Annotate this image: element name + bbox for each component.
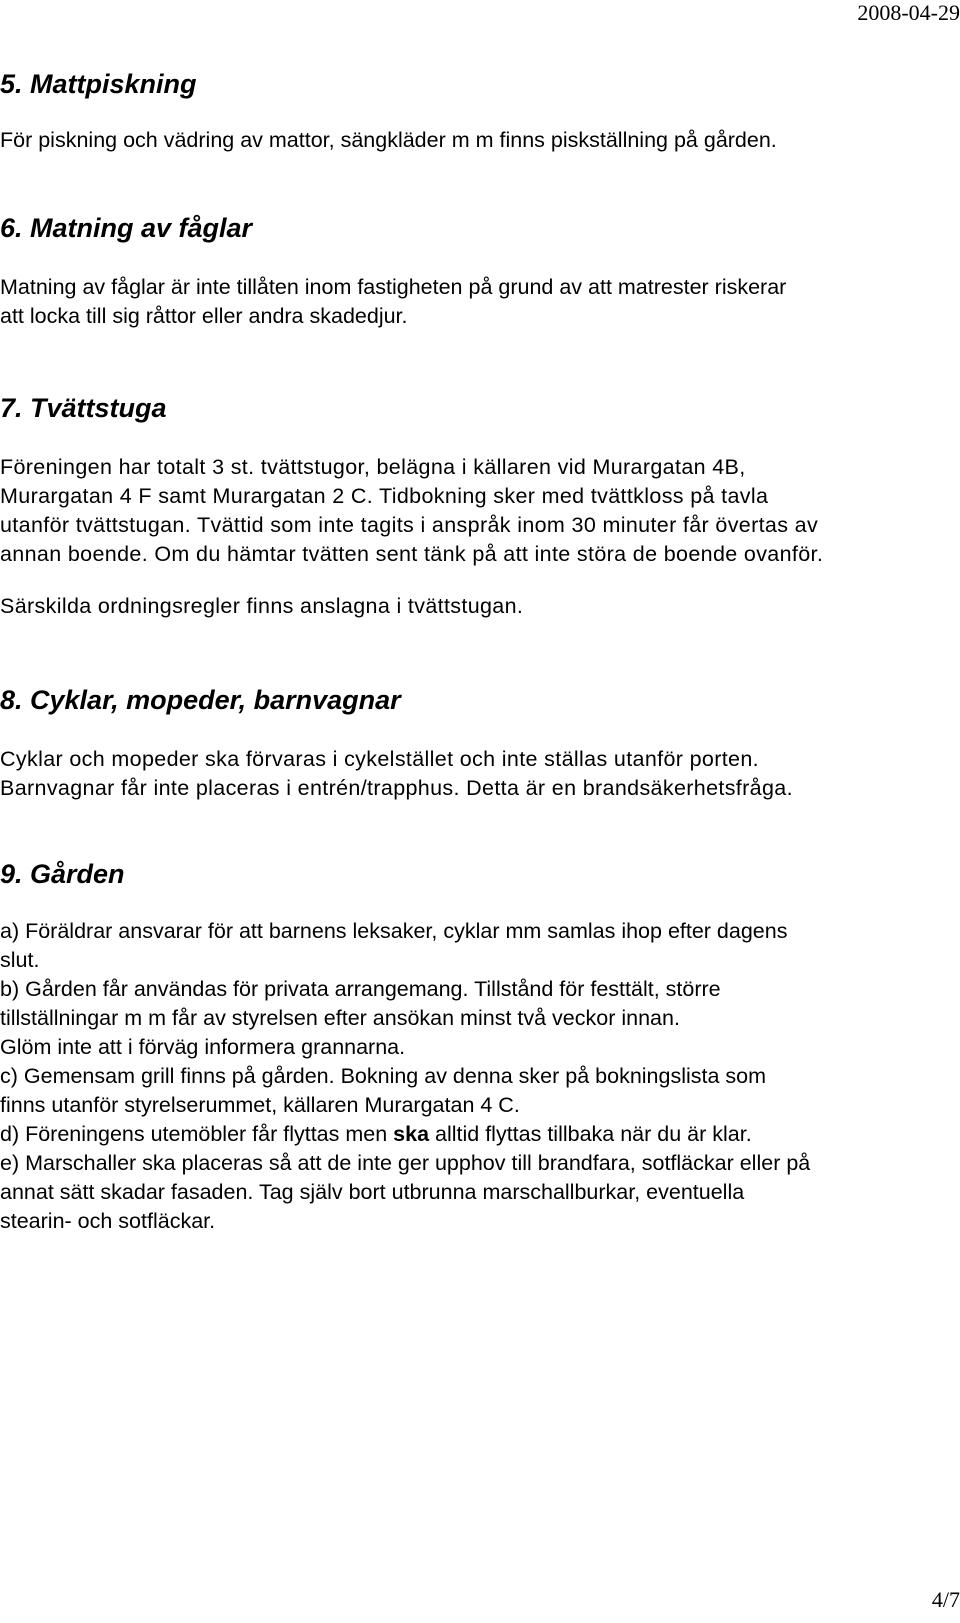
section-9-line: b) Gården får användas för privata arrangemang. Tillstånd för festtält, större [0,977,721,1001]
section-7-line: utanför tvättstugan. Tvättid som inte tagits i anspråk inom 30 minuter får övertas av [0,513,819,537]
section-6-line: att locka till sig råttor eller andra skadedjur. [0,304,408,328]
section-6-text [0,273,958,331]
section-7-line: annan boende. Om du hämtar tvätten sent tänk på att inte störa de boende ovanför. [0,542,824,566]
section-9-line: stearin- och sotfläckar. [0,1209,216,1233]
section-6-line: Matning av fåglar är inte tillåten inom fastigheten på grund av att matrester riskerar [0,275,787,299]
section-5-line: För piskning och vädring av mattor, sängkläder m m finns piskställning på gården. [0,128,777,152]
header-date: 2008-04-29 [857,0,960,25]
section-7-line: Murargatan 4 F samt Murargatan 2 C. Tidbokning sker med tvättkloss på tavla [0,484,769,508]
section-9-line: slut. [0,948,40,972]
section-8-line: Barnvagnar får inte placeras i entrén/trapphus. Detta är en brandsäkerhetsfråga. [0,776,793,800]
page-number: 4/7 [931,1587,960,1612]
section-6-heading: 6. Matning av fåglar [0,213,253,243]
line-d-start: d) Föreningens utemöbler får flyttas men [0,1122,394,1146]
section-9-heading: 9. Gården [0,859,125,889]
section-7-line: Föreningen har totalt 3 st. tvättstugor, belägna i källaren vid Murargatan 4B, [0,455,746,479]
section-8-text [0,745,958,803]
section-9-text [0,917,958,1236]
section-9-line: Glöm inte att i förväg informera grannarna. [0,1035,406,1059]
section-9-line: a) Föräldrar ansvarar för att barnens leksaker, cyklar mm samlas ihop efter dagens [0,919,788,943]
section-9-line-d [0,1120,958,1149]
line-d-emphasis: ska [393,1122,430,1146]
section-9-line: finns utanför styrelserummet, källaren Murargatan 4 C. [0,1093,520,1117]
section-9-line: e) Marschaller ska placeras så att de inte ger upphov till brandfara, sotfläckar eller på [0,1151,811,1175]
line-d-end: alltid flyttas tillbaka när du är klar. [429,1122,752,1146]
section-8-line: Cyklar och mopeder ska förvaras i cykelstället och inte ställas utanför porten. [0,747,759,771]
section-9-line: c) Gemensam grill finns på gården. Bokning av denna sker på bokningslista som [0,1064,767,1088]
section-7-note-line: Särskilda ordningsregler finns anslagna i tvättstugan. [0,594,524,618]
section-8-heading: 8. Cyklar, mopeder, barnvagnar [0,685,401,715]
section-7-text [0,453,958,569]
section-5-heading: 5. Mattpiskning [0,69,197,99]
section-9-line: tillställningar m m får av styrelsen efter ansökan minst två veckor innan. [0,1006,680,1030]
section-5-text [0,126,958,155]
section-7-note [0,592,958,621]
section-9-line: annat sätt skadar fasaden. Tag själv bort utbrunna marschallburkar, eventuella [0,1180,745,1204]
section-7-heading: 7. Tvättstuga [0,393,167,423]
